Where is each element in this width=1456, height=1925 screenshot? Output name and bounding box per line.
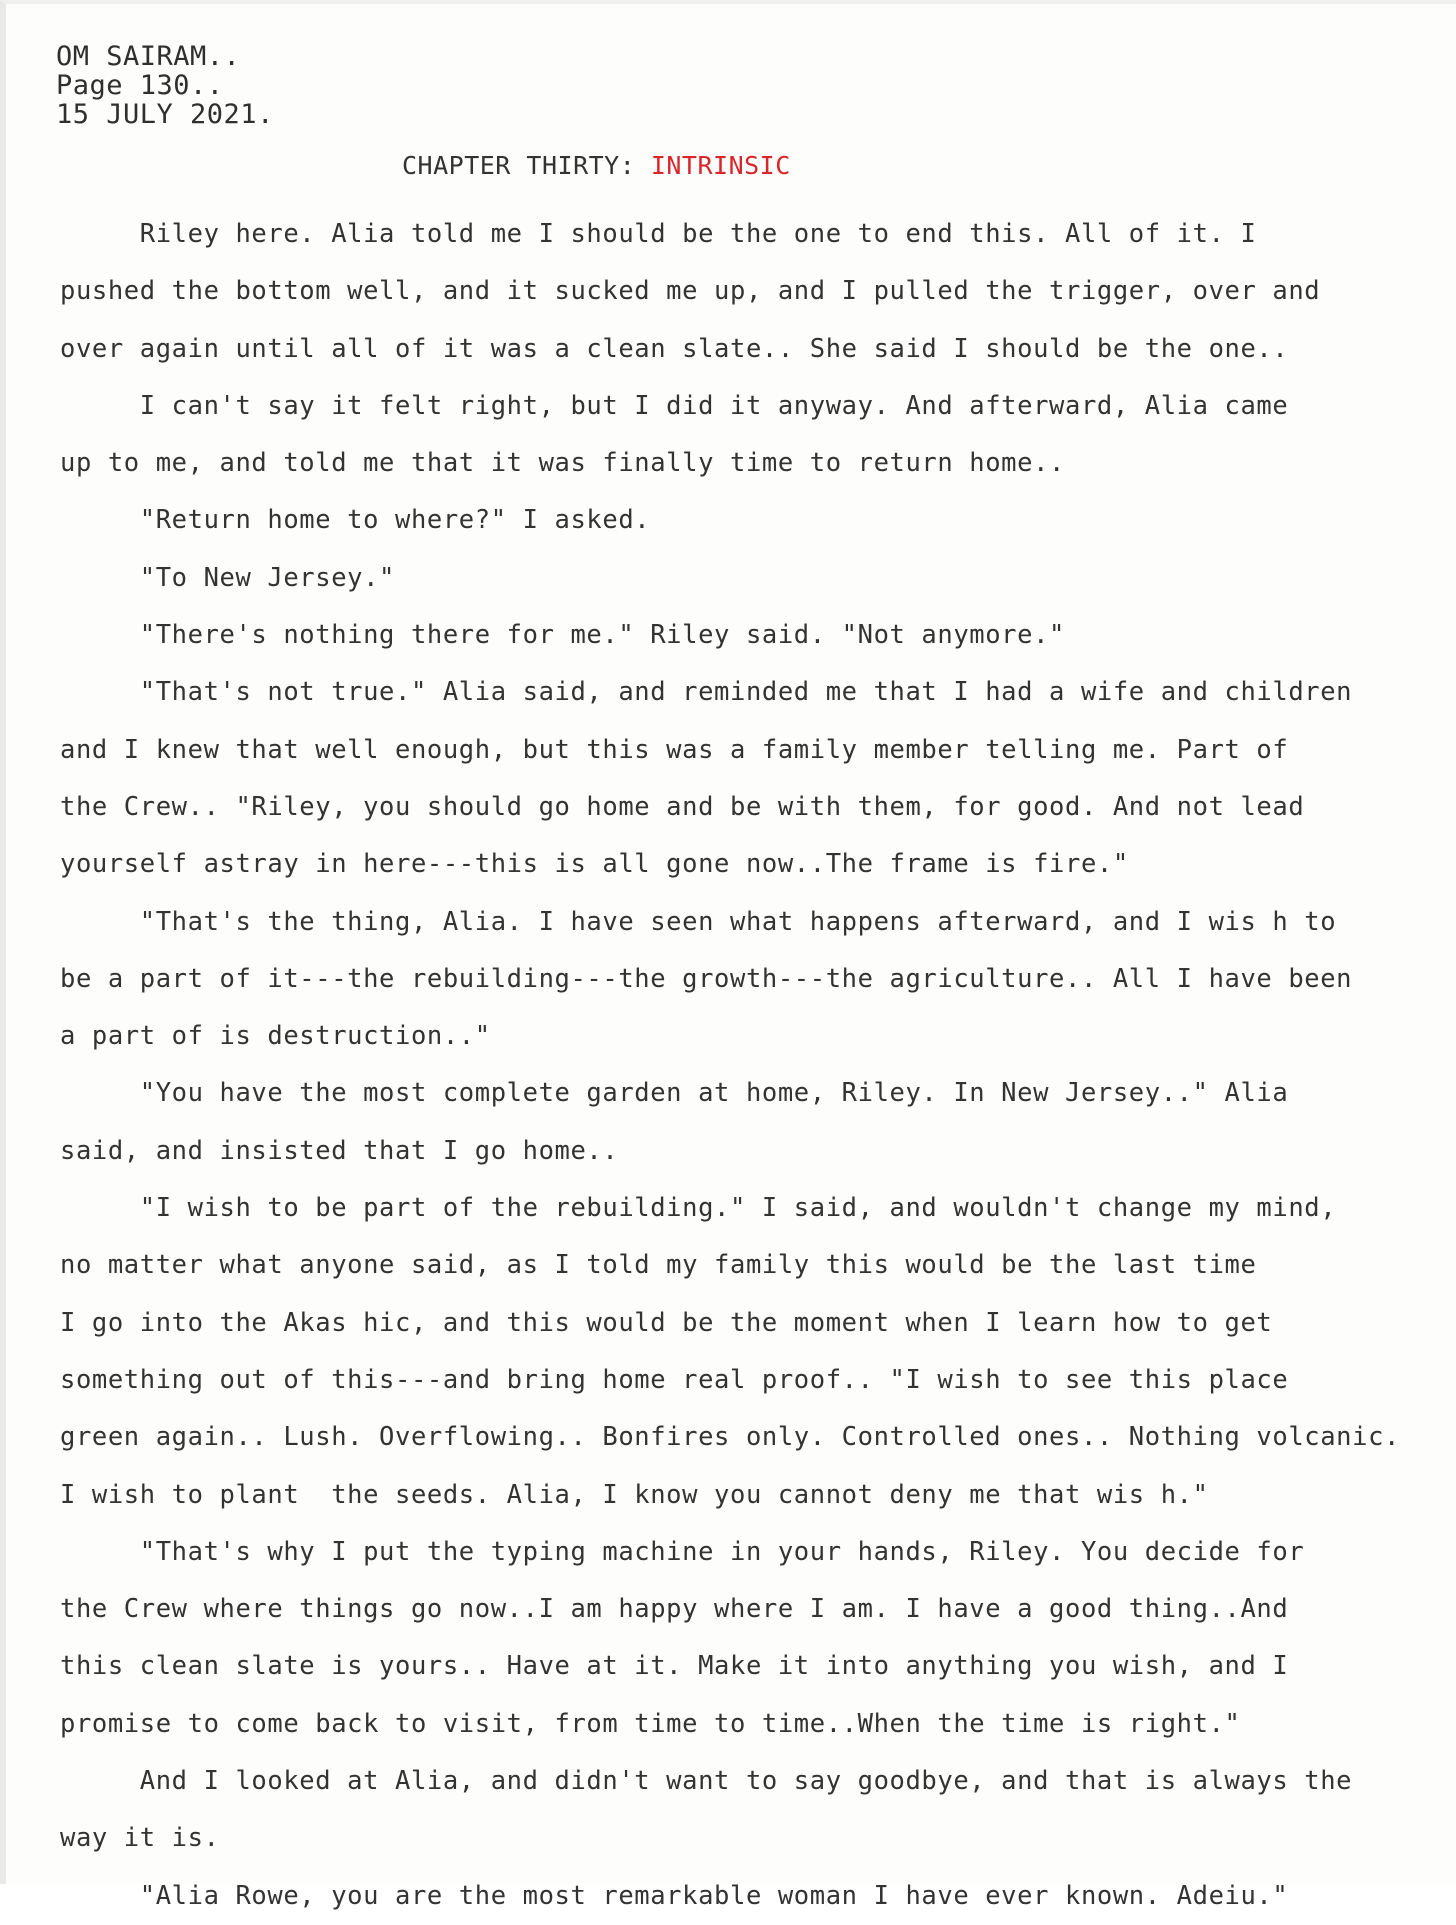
text-line: "There's nothing there for me." Riley said. "Not anymore." <box>60 620 1065 651</box>
text-line: green again.. Lush. Overflowing.. Bonfires only. Controlled ones.. Nothing volcanic. <box>60 1422 1400 1453</box>
text-line: the Crew where things go now..I am happy where I am. I have a good thing..And <box>60 1594 1289 1625</box>
text-line: be a part of it---the rebuilding---the growth---the agriculture.. All I have been <box>60 963 1353 994</box>
text-line: over again until all of it was a clean slate.. She said I should be the one.. <box>60 333 1289 364</box>
text-line: this clean slate is yours.. Have at it. Make it into anything you wish, and I <box>60 1651 1289 1682</box>
text-line: "You have the most complete garden at home, Riley. In New Jersey.." Alia <box>60 1078 1289 1109</box>
text-line: "Return home to where?" I asked. <box>60 505 651 536</box>
text-line: I go into the Akas hic, and this would be the moment when I learn how to get <box>60 1307 1273 1338</box>
text-line: and I knew that well enough, but this was a family member telling me. Part of <box>60 734 1289 765</box>
text-line: something out of this---and bring home real proof.. "I wish to see this place <box>60 1364 1289 1395</box>
chapter-title: INTRINSIC <box>650 151 791 180</box>
text-line: "That's not true." Alia said, and reminded me that I had a wife and children <box>60 677 1353 708</box>
text-line: up to me, and told me that it was finally time to return home.. <box>60 448 1065 479</box>
chapter-prefix: CHAPTER THIRTY: <box>402 151 651 180</box>
text-line: pushed the bottom well, and it sucked me up, and I pulled the trigger, over and <box>60 276 1321 307</box>
text-line: I can't say it felt right, but I did it anyway. And afterward, Alia came <box>60 390 1289 421</box>
text-line: And I looked at Alia, and didn't want to say goodbye, and that is always the <box>60 1766 1353 1797</box>
text-line: "That's why I put the typing machine in your hands, Riley. You decide for <box>60 1536 1305 1567</box>
chapter-heading <box>402 151 791 180</box>
text-line: yourself astray in here---this is all gone now..The frame is fire." <box>60 849 1129 880</box>
text-line: "To New Jersey." <box>60 562 395 593</box>
text-line: said, and insisted that I go home.. <box>60 1135 619 1166</box>
header-line-1: OM SAIRAM.. <box>56 41 241 72</box>
text-line: I wish to plant the seeds. Alia, I know you cannot deny me that wis h." <box>60 1479 1209 1510</box>
text-line: no matter what anyone said, as I told my family this would be the last time <box>60 1250 1257 1281</box>
body-text <box>60 206 1456 1925</box>
text-line: "Alia Rowe, you are the most remarkable woman I have ever known. Adeiu." <box>60 1880 1289 1911</box>
text-line: "I wish to be part of the rebuilding." I said, and wouldn't change my mind, <box>60 1193 1337 1224</box>
text-line: promise to come back to visit, from time to time..When the time is right." <box>60 1708 1241 1739</box>
text-line: way it is. <box>60 1823 220 1854</box>
header-date: 15 JULY 2021. <box>56 99 274 130</box>
text-line: Riley here. Alia told me I should be the one to end this. All of it. I <box>60 219 1257 249</box>
page-header <box>56 42 274 129</box>
header-page-number: Page 130.. <box>56 70 224 101</box>
text-line: a part of is destruction.." <box>60 1021 491 1052</box>
text-line: the Crew.. "Riley, you should go home and be with them, for good. And not lead <box>60 791 1305 822</box>
text-line: "That's the thing, Alia. I have seen what happens afterward, and I wis h to <box>60 906 1337 937</box>
